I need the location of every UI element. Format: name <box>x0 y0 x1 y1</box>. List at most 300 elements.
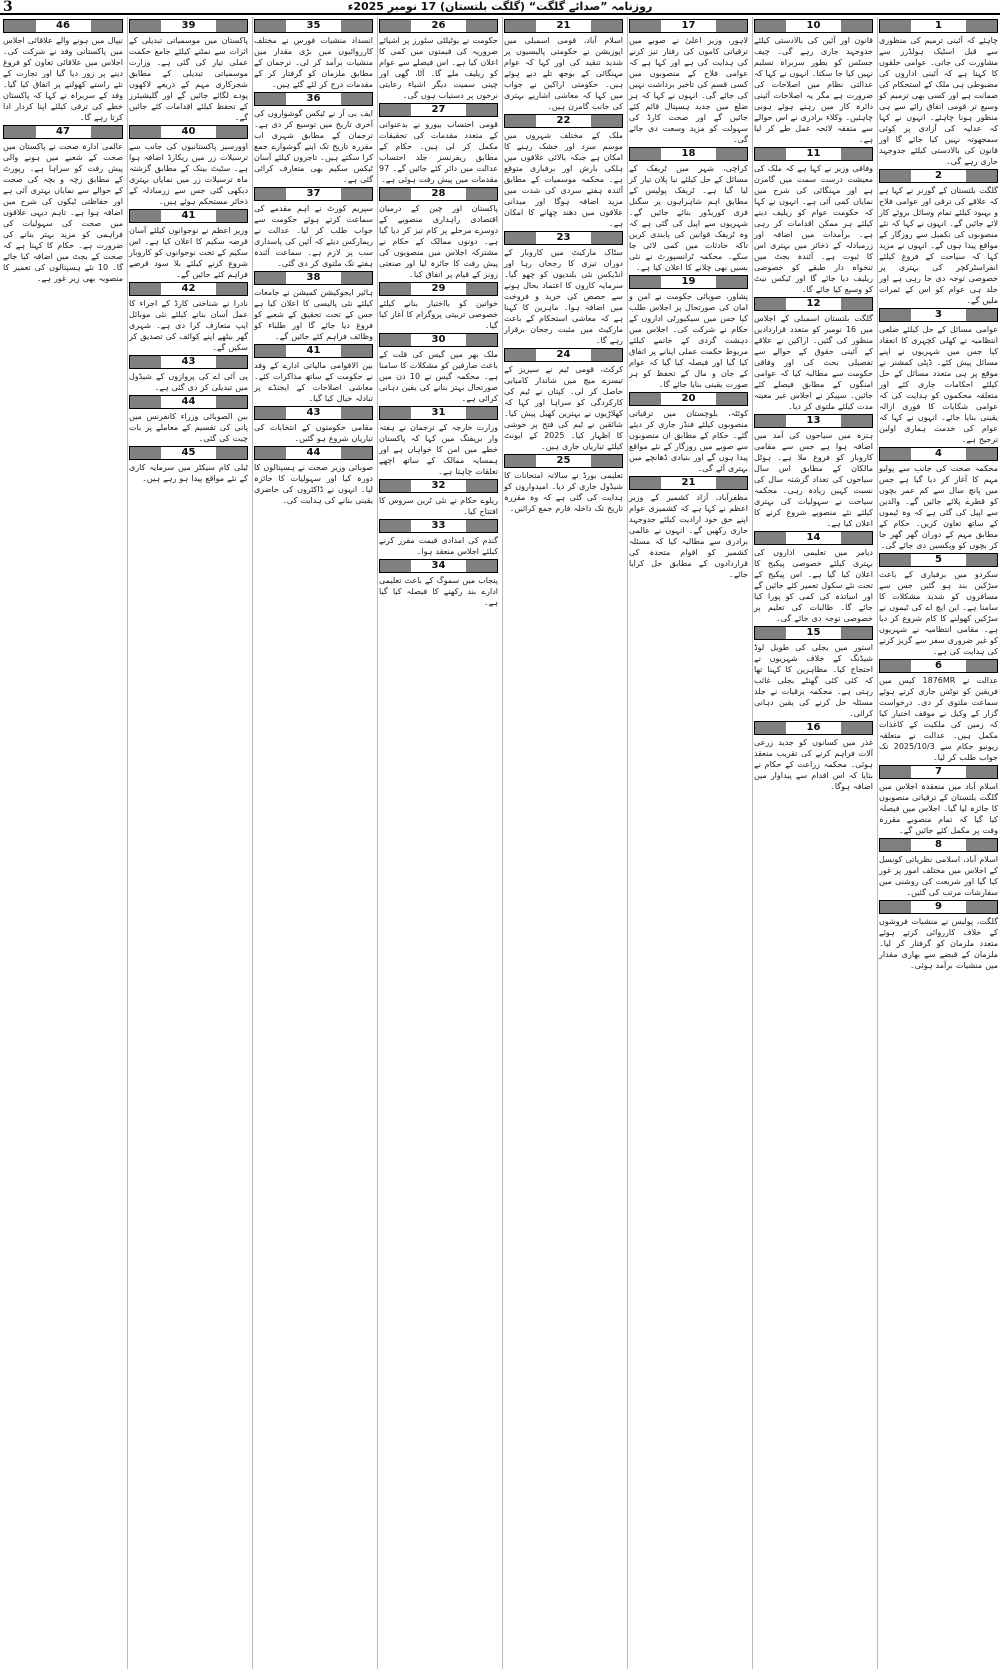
header-bar-fill <box>966 901 997 913</box>
story-text: ریلوے حکام نے نئی ٹرین سروس کا افتتاح کیا۔ <box>379 496 498 516</box>
news-story <box>129 209 248 280</box>
newspaper-page <box>1 17 999 1669</box>
news-story <box>754 626 873 719</box>
story-number-header <box>129 395 248 409</box>
header-bar-fill <box>591 455 622 467</box>
header-bar-fill <box>341 447 372 459</box>
news-story <box>879 447 998 551</box>
header-bar-fill <box>880 901 911 913</box>
header-bar-fill <box>966 660 997 672</box>
header-bar-fill <box>91 20 123 32</box>
story-text: کوئٹہ، بلوچستان میں ترقیاتی منصوبوں کیلئے فنڈز جاری کر دیئے گئے۔ حکام کے مطابق ان منصوبوں سے صوبے میں روزگار کے نئے مواقع پیدا ہوں گے اور بنیادی ڈھانچے میں بہتری آئے گی۔ <box>629 409 748 473</box>
news-story <box>254 92 373 185</box>
story-number: 43 <box>161 356 216 368</box>
header-bar-fill <box>966 309 997 321</box>
story-text: وفاقی وزیر نے کہا ہے کہ ملک کی معیشت درست سمت میں گامزن ہے اور مہنگائی کی شرح میں نمایاں کمی آئی ہے۔ انہوں نے کہا کہ حکومت عوام کو ریلیف دینے کیلئے ہر ممکن اقدامات کر رہی ہے۔ برآمدات میں اضافہ اور زرمبادلہ کے ذخائر میں بہتری اس کا ثبوت ہے۔ آئندہ بجٹ میں تنخواہ دار طبقے کو خصوصی ریلیف دیا جائے گا اور ٹیکس نیٹ کو وسیع کیا جائے گا۔ <box>754 164 873 294</box>
story-number-header <box>254 187 373 201</box>
story-text: حکومت نے یوٹیلٹی سٹورز پر اشیائے ضروریہ کی قیمتوں میں کمی کا اعلان کیا ہے۔ اس فیصلے سے عوام کو ریلیف ملے گا۔ آٹا، گھی اور چینی سمیت دیگر اشیاء رعایتی نرخوں پر دستیاب ہوں گی۔ <box>379 36 498 100</box>
story-number: 45 <box>161 447 216 459</box>
header-bar-fill <box>755 298 786 310</box>
story-text: گندم کی امدادی قیمت مقرر کرنے کیلئے اجلاس منعقد ہوا۔ <box>379 536 498 556</box>
header-bar-fill <box>466 104 497 116</box>
news-story <box>379 282 498 331</box>
story-number-header <box>129 446 248 460</box>
header-bar-fill <box>341 345 372 357</box>
story-number: 37 <box>286 188 341 200</box>
story-number-header <box>129 209 248 223</box>
story-number: 22 <box>536 115 591 127</box>
news-story <box>754 414 873 529</box>
news-story <box>879 169 998 306</box>
header-bar-fill <box>591 232 622 244</box>
news-story <box>379 333 498 404</box>
header-bar-fill <box>341 188 372 200</box>
story-number-header <box>254 19 373 33</box>
header-bar-fill <box>966 170 997 182</box>
news-story <box>129 446 248 484</box>
story-text: ہائیر ایجوکیشن کمیشن نے جامعات کیلئے نئی پالیسی کا اعلان کیا ہے جس کے تحت تحقیق کے شعبے کو فروغ دیا جائے گا اور طلباء کو وظائف فراہم کئے جائیں گے۔ <box>254 288 373 341</box>
story-number: 36 <box>286 93 341 105</box>
story-number-header <box>129 19 248 33</box>
header-bar-fill <box>966 20 997 32</box>
story-number-header <box>379 559 498 573</box>
news-story <box>3 125 123 284</box>
story-number: 38 <box>286 272 341 284</box>
story-text: کراچی، شہر میں ٹریفک کے مسائل کے حل کیلئے نیا پلان تیار کر لیا گیا ہے۔ ٹریفک پولیس کے مطابق اہم شاہراہوں پر سگنل فری کوریڈور بنائے جائیں گے۔ شہریوں سے اپیل کی گئی ہے کہ وہ ٹریفک قوانین کی پابندی کریں تاکہ حادثات میں کمی لائی جا سکے۔ محکمہ ٹرانسپورٹ نے نئی بسیں بھی چلانے کا اعلان کیا ہے۔ <box>629 164 748 272</box>
header-bar-fill <box>755 627 786 639</box>
news-story <box>754 147 873 295</box>
header-bar-fill <box>716 20 747 32</box>
story-number-header <box>504 19 623 33</box>
story-number: 20 <box>661 393 716 405</box>
news-story <box>379 103 498 185</box>
news-column <box>377 17 499 1669</box>
header-bar-fill <box>880 660 911 672</box>
story-number: 27 <box>411 104 466 116</box>
story-text: پاکستان میں موسمیاتی تبدیلی کے اثرات سے نمٹنے کیلئے جامع حکمت عملی تیار کی گئی ہے۔ وزارت موسمیاتی تبدیلی کے مطابق شجرکاری مہم کے ذریعے لاکھوں پودے لگائے جائیں گے اور گلیشیئرز کے تحفظ کیلئے اقدامات کئے جائیں گے۔ <box>129 36 248 122</box>
story-text: اسلام آباد، اسلامی نظریاتی کونسل کے اجلاس میں مختلف امور پر غور کیا گیا اور شریعت کی روشنی میں سفارشات مرتب کی گئیں۔ <box>879 855 998 897</box>
story-number-header <box>629 147 748 161</box>
news-story <box>3 19 123 123</box>
header-bar-fill <box>255 447 286 459</box>
story-number-header <box>754 531 873 545</box>
story-number: 18 <box>661 148 716 160</box>
story-text: عدالت نے 1876MR کیس میں فریقین کو نوٹس جاری کرتے ہوئے سماعت ملتوی کر دی۔ درخواست گزار کے وکیل نے موقف اختیار کیا کہ زمین کی ملکیت کے کاغذات مکمل ہیں۔ عدالت نے متعلقہ ریونیو حکام سے 2025/10/3 تک جواب طلب کر لیا۔ <box>879 676 998 762</box>
news-story <box>379 187 498 280</box>
story-text: گلگت بلتستان کے گورنر نے کہا ہے کہ علاقے کی ترقی اور عوامی فلاح و بہبود کیلئے تمام وسائل بروئے کار لائے جائیں گے۔ انہوں نے کہا کہ نئے منصوبوں کی تکمیل سے روزگار کے مواقع پیدا ہوں گے۔ انہوں نے مزید کہا کہ سیاحت کے فروغ کیلئے انفراسٹرکچر کی بہتری پر خصوصی توجہ دی جا رہی ہے اور جلد ہی عوام کو اس کے ثمرات ملیں گے۔ <box>879 186 998 305</box>
news-story <box>629 147 748 273</box>
story-number: 8 <box>911 839 966 851</box>
story-number-header <box>879 900 998 914</box>
story-number: 12 <box>786 298 841 310</box>
story-number: 15 <box>786 627 841 639</box>
news-story <box>754 297 873 412</box>
story-number-header <box>254 92 373 106</box>
story-text: ملک کے مختلف شہروں میں موسم سرد اور خشک رہنے کا امکان ہے جبکہ بالائی علاقوں میں ہلکی بارش اور برفباری متوقع ہے۔ محکمہ موسمیات کے مطابق آئندہ ہفتے سردی کی شدت میں مزید اضافہ ہوگا اور میدانی علاقوں میں دھند چھانے کا امکان ہے۔ <box>504 131 623 228</box>
story-number: 41 <box>161 210 216 222</box>
story-text: اوورسیز پاکستانیوں کی جانب سے ترسیلات زر میں ریکارڈ اضافہ ہوا ہے۔ سٹیٹ بینک کے مطابق گزشتہ ماہ ترسیلات زر میں نمایاں بہتری دیکھی گئی جس سے زرمبادلہ کے ذخائر مستحکم ہوئے ہیں۔ <box>129 142 248 206</box>
story-number-header <box>254 406 373 420</box>
header-bar-fill <box>505 115 536 127</box>
news-story <box>879 308 998 445</box>
news-column <box>127 17 249 1669</box>
news-story <box>129 355 248 393</box>
header-bar-fill <box>591 349 622 361</box>
header-bar-fill <box>755 722 786 734</box>
news-story <box>504 454 623 514</box>
story-text: مقامی حکومتوں کے انتخابات کی تیاریاں شروع ہو گئیں۔ <box>254 423 373 443</box>
story-number-header <box>754 626 873 640</box>
header-bar-fill <box>255 188 286 200</box>
header-bar-fill <box>216 356 247 368</box>
story-number: 34 <box>411 560 466 572</box>
header-bar-fill <box>505 232 536 244</box>
story-number: 43 <box>286 407 341 419</box>
story-number: 5 <box>911 554 966 566</box>
story-text: استور میں بجلی کی طویل لوڈ شیڈنگ کے خلاف شہریوں نے احتجاج کیا۔ مظاہرین کا کہنا تھا کہ کئی کئی گھنٹے بجلی غائب رہتی ہے۔ محکمہ برقیات نے جلد مسئلہ حل کرنے کی یقین دہانی کرائی۔ <box>754 643 873 718</box>
header-bar-fill <box>380 480 411 492</box>
header-bar-fill <box>130 126 161 138</box>
news-story <box>879 765 998 836</box>
story-text: قانون اور آئین کی بالادستی کیلئے جدوجہد جاری رہے گی۔ چیف جسٹس کو بطور سربراہ تسلیم نہیں کیا جا سکتا۔ انہوں نے کہا کہ عدالتی نظام میں اصلاحات کی ضرورت ہے مگر یہ اصلاحات آئینی دائرہ کار میں رہتے ہوئے ہونی چاہئیں۔ وکلاء برادری نے اس حوالے سے متفقہ لائحہ عمل طے کر لیا ہے۔ <box>754 36 873 144</box>
story-number: 16 <box>786 722 841 734</box>
news-story <box>129 282 248 353</box>
news-story <box>879 900 998 971</box>
story-number-header <box>254 344 373 358</box>
story-text: چاہئے کہ آئینی ترمیم کی منظوری سے قبل اسٹیک ہولڈرز سے مشاورت کی جاتی۔ عوامی حلقوں کا کہنا ہے کہ آئینی اداروں کی مضبوطی ہی ملک کے استحکام کی ضمانت ہے اور کسی بھی ترمیم کو وسیع تر قومی اتفاق رائے سے ہی منظور ہونا چاہئے۔ انہوں نے کہا کہ عدلیہ کی آزادی پر کوئی سمجھوتہ نہیں کیا جائے گا اور قانون کی بالادستی کیلئے جدوجہد جاری رہے گی۔ <box>879 36 998 166</box>
news-column <box>752 17 874 1669</box>
header-bar-fill <box>255 93 286 105</box>
story-number-header <box>879 765 998 779</box>
story-number-header <box>129 125 248 139</box>
header-bar-fill <box>380 520 411 532</box>
story-text: کرکٹ، قومی ٹیم نے سیریز کے تیسرے میچ میں شاندار کامیابی حاصل کر لی۔ کپتان نے ٹیم کی کارکردگی کو سراہا اور کہا کہ کھلاڑیوں نے بہترین کھیل پیش کیا۔ شائقین نے ٹیم کی فتح پر خوشی کا اظہار کیا۔ 2025 کے ایونٹ کیلئے تیاریاں جاری ہیں۔ <box>504 365 623 451</box>
news-story <box>879 659 998 763</box>
header-bar-fill <box>966 554 997 566</box>
news-story <box>754 531 873 624</box>
header-bar-fill <box>880 839 911 851</box>
news-story <box>129 395 248 444</box>
header-bar-fill <box>880 309 911 321</box>
story-number: 3 <box>911 309 966 321</box>
header-bar-fill <box>130 356 161 368</box>
story-text: پنجاب میں سموگ کے باعث تعلیمی ادارے بند رکھنے کا فیصلہ کیا گیا ہے۔ <box>379 576 498 607</box>
header-bar-fill <box>716 393 747 405</box>
news-story <box>879 838 998 898</box>
story-number: 28 <box>411 188 466 200</box>
story-number-header <box>879 553 998 567</box>
header-bar-fill <box>341 93 372 105</box>
story-number-header <box>754 297 873 311</box>
story-number-header <box>504 231 623 245</box>
story-number-header <box>754 721 873 735</box>
header-bar-fill <box>255 272 286 284</box>
header-bar-fill <box>841 20 872 32</box>
story-text: گلگت بلتستان اسمبلی کے اجلاس میں 16 نومبر کو متعدد قراردادیں منظور کی گئیں۔ اراکین نے علاقے کے آئینی حقوق کے حوالے سے تفصیلی بحث کی اور وفاقی حکومت سے مطالبہ کیا کہ عوامی امنگوں کے مطابق فیصلے کئے جائیں۔ سپیکر نے اجلاس غیر معینہ مدت کیلئے ملتوی کر دیا۔ <box>754 314 873 411</box>
story-number: 6 <box>911 660 966 672</box>
header-bar-fill <box>880 170 911 182</box>
story-text: ہنزہ میں سیاحوں کی آمد میں اضافہ ہوا ہے جس سے مقامی کاروبار کو فروغ ملا ہے۔ ہوٹل مالکان کے مطابق اس سال سیاحوں کی تعداد گزشتہ سال کی نسبت کہیں زیادہ رہی۔ محکمہ سیاحت نے سہولیات کی بہتری کیلئے نئے منصوبے شروع کرنے کا اعلان کیا ہے۔ <box>754 431 873 528</box>
header-bar-fill <box>591 20 622 32</box>
story-number-header <box>379 519 498 533</box>
news-column <box>2 17 124 1669</box>
story-number: 41 <box>286 345 341 357</box>
header-bar-fill <box>255 20 286 32</box>
header-bar-fill <box>966 766 997 778</box>
news-story <box>504 114 623 229</box>
header-bar-fill <box>341 20 372 32</box>
story-text: ٹیلی کام سیکٹر میں سرمایہ کاری کے نئے مواقع پیدا ہو رہے ہیں۔ <box>129 463 248 483</box>
header-bar-fill <box>380 334 411 346</box>
story-text: محکمہ صحت کی جانب سے پولیو مہم کا آغاز کر دیا گیا ہے جس میں پانچ سال سے کم عمر بچوں کو قطرے پلائے جائیں گے۔ والدین سے اپیل کی گئی ہے کہ وہ ٹیموں کے ساتھ تعاون کریں۔ حکام کے مطابق مہم کے دوران گھر گھر جا کر بچوں کو ویکسین دی جائے گی۔ <box>879 464 998 550</box>
story-text: مظفرآباد، آزاد کشمیر کے وزیر اعظم نے کہا ہے کہ کشمیری عوام اپنے حق خود ارادیت کیلئے جدوجہد جاری رکھیں گے۔ انہوں نے عالمی برادری سے مطالبہ کیا کہ مسئلہ کشمیر کو اقوام متحدہ کی قراردادوں کے مطابق حل کرایا جائے۔ <box>629 493 748 579</box>
story-number: 21 <box>661 477 716 489</box>
story-number-header <box>754 147 873 161</box>
story-number: 13 <box>786 415 841 427</box>
story-text: اسلام آباد، قومی اسمبلی میں اپوزیشن نے حکومتی پالیسیوں پر شدید تنقید کی اور کہا کہ عوام مہنگائی کے بوجھ تلے دبے ہوئے ہیں۔ حکومتی اراکین نے جواب میں کہا کہ معاشی اشاریے بہتری کی جانب گامزن ہیں۔ <box>504 36 623 111</box>
header-bar-fill <box>380 20 411 32</box>
story-number: 46 <box>36 20 91 32</box>
story-number: 17 <box>661 20 716 32</box>
story-text: پاکستان اور چین کے درمیان اقتصادی راہداری منصوبے کے دوسرے مرحلے پر کام تیز کر دیا گیا ہے۔ دونوں ممالک کے حکام نے مشترکہ اجلاس میں منصوبوں کی پیش رفت کا جائزہ لیا اور صنعتی زونز کے قیام پر اتفاق کیا۔ <box>379 204 498 279</box>
story-number-header <box>379 333 498 347</box>
story-number: 4 <box>911 448 966 460</box>
header-bar-fill <box>505 20 536 32</box>
header-bar-fill <box>755 532 786 544</box>
story-number: 9 <box>911 901 966 913</box>
news-column <box>502 17 624 1669</box>
story-number: 47 <box>36 126 91 138</box>
story-number: 24 <box>536 349 591 361</box>
header-bar-fill <box>505 455 536 467</box>
news-story <box>504 19 623 112</box>
header-bar-fill <box>591 115 622 127</box>
story-text: خواتین کو بااختیار بنانے کیلئے خصوصی تربیتی پروگرام کا آغاز کیا گیا۔ <box>379 299 498 330</box>
header-bar-fill <box>966 839 997 851</box>
header-bar-fill <box>466 560 497 572</box>
news-story <box>629 392 748 474</box>
header-bar-fill <box>341 407 372 419</box>
header-bar-fill <box>841 415 872 427</box>
news-story <box>504 231 623 346</box>
story-text: سکردو میں برفباری کے باعث سڑکیں بند ہو گئیں جس سے مسافروں کو شدید مشکلات کا سامنا ہے۔ این ایچ اے کی ٹیموں نے سڑکیں کھولنے کا کام شروع کر دیا ہے۔ مقامی انتظامیہ نے شہریوں کو غیر ضروری سفر سے گریز کرنے کی ہدایت کی ہے۔ <box>879 570 998 656</box>
story-number: 32 <box>411 480 466 492</box>
news-story <box>379 519 498 557</box>
header-bar-fill <box>630 20 661 32</box>
news-story <box>129 19 248 123</box>
story-text: صوبائی وزیر صحت نے ہسپتالوں کا دورہ کیا اور سہولیات کا جائزہ لیا۔ انہوں نے ڈاکٹروں کی حاضری یقینی بنانے کی ہدایت کی۔ <box>254 463 373 505</box>
header-bar-fill <box>255 407 286 419</box>
story-number-header <box>879 308 998 322</box>
story-text: قومی احتساب بیورو نے بدعنوانی کے متعدد مقدمات کی تحقیقات مکمل کر لی ہیں۔ حکام کے مطابق ریفرنسز جلد احتساب عدالت میں دائر کئے جائیں گے۔ 97 مقدمات میں پیش رفت ہوئی ہے۔ <box>379 120 498 184</box>
header-bar-fill <box>130 447 161 459</box>
header-bar-fill <box>716 148 747 160</box>
header-bar-fill <box>380 283 411 295</box>
story-number-header <box>629 392 748 406</box>
story-number-header <box>379 103 498 117</box>
story-number: 14 <box>786 532 841 544</box>
story-number: 26 <box>411 20 466 32</box>
header-bar-fill <box>130 210 161 222</box>
news-story <box>129 125 248 207</box>
header-bar-fill <box>380 104 411 116</box>
header-bar-fill <box>466 407 497 419</box>
story-number: 35 <box>286 20 341 32</box>
story-number: 2 <box>911 170 966 182</box>
header-bar-fill <box>755 148 786 160</box>
story-text: نادرا نے شناختی کارڈ کے اجراء کا عمل آسان بنانے کیلئے نئی موبائل ایپ متعارف کرا دی ہے۔ شہری گھر بیٹھے اپنے کوائف کی تصدیق کر سکیں گے۔ <box>129 299 248 352</box>
story-number-header <box>379 282 498 296</box>
header-bar-fill <box>841 148 872 160</box>
header-bar-fill <box>880 766 911 778</box>
header-bar-fill <box>755 20 786 32</box>
story-number: 21 <box>536 20 591 32</box>
header-bar-fill <box>841 627 872 639</box>
news-story <box>504 348 623 452</box>
header-bar-fill <box>880 20 911 32</box>
news-column <box>877 17 999 1669</box>
newspaper-title: روزنامہ ”صدائے گلگت“ (گلگت بلتستان) 17 نومبر 2025ء <box>347 0 653 13</box>
story-text: عوامی مسائل کے حل کیلئے ضلعی انتظامیہ نے کھلی کچہری کا انعقاد کیا جس میں شہریوں نے اپنے مسائل پیش کئے۔ ڈپٹی کمشنر نے موقع پر ہی متعدد مسائل کے حل کیلئے احکامات جاری کئے اور متعلقہ محکموں کو ہدایت کی کہ عوامی شکایات کا فوری ازالہ یقینی بنایا جائے۔ انہوں نے کہا کہ عوام کی خدمت ہماری اولین ترجیح ہے۔ <box>879 325 998 444</box>
header-bar-fill <box>4 126 36 138</box>
header-bar-fill <box>466 480 497 492</box>
story-number-header <box>754 19 873 33</box>
story-number: 39 <box>161 20 216 32</box>
header-bar-fill <box>466 520 497 532</box>
header-bar-fill <box>755 415 786 427</box>
news-story <box>629 19 748 145</box>
story-number-header <box>3 19 123 33</box>
header-bar-fill <box>466 20 497 32</box>
header-bar-fill <box>216 447 247 459</box>
story-number: 1 <box>911 20 966 32</box>
news-story <box>254 187 373 269</box>
story-number-header <box>879 659 998 673</box>
header-bar-fill <box>716 276 747 288</box>
news-column <box>627 17 749 1669</box>
news-story <box>629 476 748 580</box>
header-bar-fill <box>91 126 123 138</box>
header-bar-fill <box>4 20 36 32</box>
news-story <box>254 271 373 342</box>
news-story <box>379 19 498 101</box>
story-number-header <box>129 355 248 369</box>
header-bar-fill <box>630 477 661 489</box>
header-bar-fill <box>630 393 661 405</box>
story-number-header <box>879 169 998 183</box>
story-number-header <box>379 19 498 33</box>
header-bar-fill <box>505 349 536 361</box>
header-bar-fill <box>841 532 872 544</box>
header-bar-fill <box>841 298 872 310</box>
header-bar-fill <box>216 396 247 408</box>
header-bar-fill <box>466 334 497 346</box>
news-story <box>379 559 498 608</box>
story-number-header <box>379 479 498 493</box>
header-bar-fill <box>466 188 497 200</box>
story-number-header <box>879 838 998 852</box>
story-number-header <box>379 406 498 420</box>
story-number: 19 <box>661 276 716 288</box>
story-number: 44 <box>286 447 341 459</box>
story-number-header <box>504 114 623 128</box>
header-bar-fill <box>130 20 161 32</box>
story-text: تعلیمی بورڈ نے سالانہ امتحانات کا شیڈول جاری کر دیا۔ امیدواروں کو ہدایت کی گئی ہے کہ وہ مقررہ تاریخ تک داخلہ فارم جمع کرائیں۔ <box>504 471 623 513</box>
story-number-header <box>629 19 748 33</box>
header-bar-fill <box>380 188 411 200</box>
header-bar-fill <box>630 276 661 288</box>
header-bar-fill <box>841 722 872 734</box>
story-number: 10 <box>786 20 841 32</box>
story-text: انسداد منشیات فورس نے مختلف کارروائیوں میں بڑی مقدار میں منشیات برآمد کر لی۔ ترجمان کے مطابق ملزمان کو گرفتار کر کے مقدمات درج کر لئے گئے ہیں۔ <box>254 36 373 89</box>
story-text: پی آئی اے کی پروازوں کے شیڈول میں تبدیلی کر دی گئی ہے۔ <box>129 372 248 392</box>
story-number: 30 <box>411 334 466 346</box>
story-number-header <box>504 454 623 468</box>
news-story <box>754 19 873 145</box>
header-bar-fill <box>216 283 247 295</box>
story-number: 33 <box>411 520 466 532</box>
header-bar-fill <box>130 283 161 295</box>
story-number: 44 <box>161 396 216 408</box>
story-text: بین الصوبائی وزراء کانفرنس میں پانی کی تقسیم کے معاملے پر بات چیت کی گئی۔ <box>129 412 248 443</box>
header-bar-fill <box>216 20 247 32</box>
story-text: اسلام آباد میں منعقدہ اجلاس میں گلگت بلتستان کے ترقیاتی منصوبوں کا جائزہ لیا گیا۔ اجلاس میں فیصلہ کیا گیا کہ تمام منصوبے مقررہ وقت پر مکمل کئے جائیں گے۔ <box>879 782 998 835</box>
story-number-header <box>879 19 998 33</box>
story-number: 29 <box>411 283 466 295</box>
news-story <box>254 19 373 90</box>
news-story <box>254 406 373 444</box>
story-number: 25 <box>536 455 591 467</box>
story-number: 7 <box>911 766 966 778</box>
story-number: 42 <box>161 283 216 295</box>
header-bar-fill <box>216 126 247 138</box>
story-text: وزارت خارجہ کے ترجمان نے ہفتہ وار بریفنگ میں کہا کہ پاکستان خطے میں امن کا خواہاں ہے اور ہمسایہ ممالک کے ساتھ اچھے تعلقات چاہتا ہے۔ <box>379 423 498 476</box>
header-bar-fill <box>380 560 411 572</box>
story-text: دیامر میں تعلیمی اداروں کی بہتری کیلئے خصوصی پیکیج کا اعلان کیا گیا ہے۔ اس پیکیج کے تحت نئے سکول تعمیر کئے جائیں گے اور اساتذہ کی کمی کو پورا کیا جائے گا۔ طالبات کی تعلیم پر خصوصی توجہ دی جائے گی۔ <box>754 548 873 623</box>
header-bar-fill <box>966 448 997 460</box>
story-text: عالمی ادارہ صحت نے پاکستان میں صحت کے شعبے میں ہونے والی پیش رفت کو سراہا ہے۔ رپورٹ کے مطابق زچہ و بچہ کی صحت کے حوالے سے نمایاں بہتری آئی ہے اور حفاظتی ٹیکوں کی شرح میں اضافہ ہوا ہے۔ تاہم دیہی علاقوں میں صحت کی سہولیات کی فراہمی کو مزید بہتر بنانے کی ضرورت ہے۔ حکام کا کہنا ہے کہ صحت کے بجٹ میں اضافہ کیا جائے گا۔ 10 نئے ہسپتالوں کی تعمیر کا منصوبہ بھی زیر غور ہے۔ <box>3 142 123 283</box>
header-bar-fill <box>216 210 247 222</box>
header-bar-fill <box>466 283 497 295</box>
header-bar-fill <box>716 477 747 489</box>
story-number: 31 <box>411 407 466 419</box>
header-bar-fill <box>630 148 661 160</box>
story-number-header <box>754 414 873 428</box>
story-text: وزیر اعظم نے نوجوانوں کیلئے آسان قرضہ سکیم کا اعلان کیا ہے۔ اس سکیم کے تحت نوجوانوں کو کاروبار شروع کرنے کیلئے بلا سود قرضے فراہم کئے جائیں گے۔ <box>129 226 248 279</box>
story-text: ملک بھر میں گیس کی قلت کے باعث صارفین کو مشکلات کا سامنا ہے۔ محکمہ گیس نے 10 دن میں صورتحال بہتر بنانے کی یقین دہانی کرائی ہے۔ <box>379 350 499 403</box>
news-story <box>879 19 998 167</box>
story-number-header <box>254 446 373 460</box>
story-number: 11 <box>786 148 841 160</box>
story-number-header <box>879 447 998 461</box>
story-number-header <box>3 125 123 139</box>
story-number-header <box>629 476 748 490</box>
story-text: غذر میں کسانوں کو جدید زرعی آلات فراہم کرنے کی تقریب منعقد ہوئی۔ محکمہ زراعت کے حکام نے بتایا کہ اس اقدام سے پیداوار میں اضافہ ہوگا۔ <box>754 738 873 791</box>
news-story <box>879 553 998 657</box>
header-bar-fill <box>255 345 286 357</box>
story-text: سپریم کورٹ نے اہم مقدمے کی سماعت کرتے ہوئے حکومت سے جواب طلب کر لیا۔ عدالت نے ریمارکس دیئے کہ آئین کی پاسداری سب پر لازم ہے۔ سماعت آئندہ ہفتے تک ملتوی کر دی گئی۔ <box>254 204 373 268</box>
header-bar-fill <box>380 407 411 419</box>
story-number-header <box>254 271 373 285</box>
news-story <box>254 446 373 506</box>
news-story <box>379 479 498 517</box>
story-text: ایف بی آر نے ٹیکس گوشواروں کی آخری تاریخ میں توسیع کر دی ہے۔ ترجمان کے مطابق شہری اب مقررہ تاریخ تک اپنے گوشوارے جمع کرا سکتے ہیں۔ تاجروں کیلئے آسان ٹیکس سکیم بھی متعارف کرائی گئی ہے۔ <box>254 109 373 184</box>
header-bar-fill <box>880 554 911 566</box>
story-number-header <box>504 348 623 362</box>
news-story <box>254 344 373 404</box>
story-number: 40 <box>161 126 216 138</box>
header-bar-fill <box>130 396 161 408</box>
